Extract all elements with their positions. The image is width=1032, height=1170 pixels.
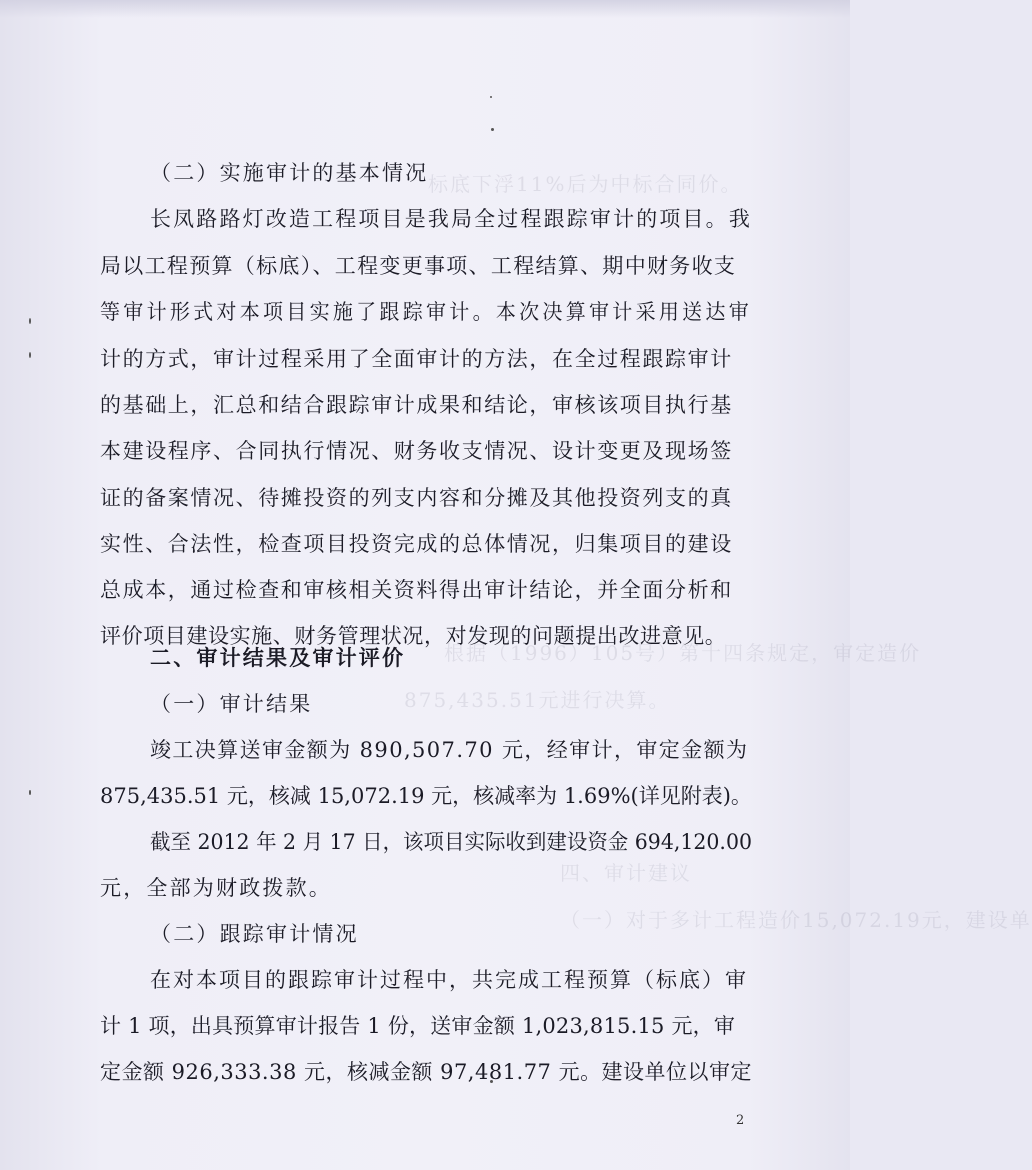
paragraph-line: 的基础上，汇总和结合跟踪审计成果和结论，审核该项目执行基 [100, 393, 733, 417]
paragraph-line: 在对本项目的跟踪审计过程中，共完成工程预算（标底）审 [150, 968, 748, 992]
paragraph-line: 定金额 926,333.38 元，核减金额 97,481.77 元。建设单位以审定 [100, 1060, 752, 1084]
paragraph-line: 875,435.51 元，核减 15,072.19 元，核减率为 1.69%(详见附表)。 [100, 784, 752, 808]
bleed-through-text: 四、审计建议 [560, 861, 692, 885]
paragraph-line: 竣工决算送审金额为 890,507.70 元，经审计，审定金额为 [150, 738, 749, 762]
scan-speck [29, 318, 31, 324]
subsection-heading-audit-result: （一）审计结果 [150, 692, 313, 716]
paragraph-line: 总成本，通过检查和审核相关资料得出审计结论，并全面分析和 [100, 578, 733, 602]
bleed-through-text: （一）对于多计工程造价15,072.19元，建设单 [560, 908, 1032, 932]
paragraph-line: 长凤路路灯改造工程项目是我局全过程跟踪审计的项目。我 [150, 207, 752, 231]
paragraph-line: 计 1 项，出具预算审计报告 1 份，送审金额 1,023,815.15 元，审 [100, 1014, 736, 1038]
paragraph-line: 截至 2012 年 2 月 17 日，该项目实际收到建设资金 694,120.00 [150, 830, 752, 854]
paragraph-line: 证的备案情况、待摊投资的列支内容和分摊及其他投资列支的真 [100, 486, 733, 510]
scan-speck [490, 96, 492, 98]
paragraph-line: 本建设程序、合同执行情况、财务收支情况、设计变更及现场签 [100, 439, 733, 463]
subsection-heading-tracking-audit: （二）跟踪审计情况 [150, 922, 359, 946]
paragraph-line: 实性、合法性，检查项目投资完成的总体情况，归集项目的建设 [100, 532, 733, 556]
page-number: 2 [736, 1113, 745, 1128]
paragraph-line: 等审计形式对本项目实施了跟踪审计。本次决算审计采用送达审 [100, 300, 752, 324]
scan-edge-shadow [0, 0, 850, 18]
scan-speck [29, 352, 31, 358]
paragraph-line: 评价项目建设实施、财务管理状况，对发现的问题提出改进意见。 [100, 624, 727, 648]
bleed-through-text: 标底下浮11%后为中标合同价。 [428, 172, 743, 196]
paragraph-line: 计的方式，审计过程采用了全面审计的方法，在全过程跟踪审计 [100, 347, 733, 371]
scan-speck [491, 128, 494, 131]
section-heading-implementation: （二）实施审计的基本情况 [150, 161, 429, 185]
bleed-through-text: 根据（1996）105号）第十四条规定，审定造价 [444, 641, 922, 665]
section-heading-audit-results: 二、审计结果及审计评价 [150, 645, 406, 670]
scan-speck [29, 790, 31, 795]
bleed-through-text: 875,435.51元进行决算。 [404, 688, 671, 712]
paragraph-line: 元，全部为财政拨款。 [100, 876, 332, 900]
paragraph-line: 局以工程预算（标底）、工程变更事项、工程结算、期中财务收支 [100, 254, 737, 278]
